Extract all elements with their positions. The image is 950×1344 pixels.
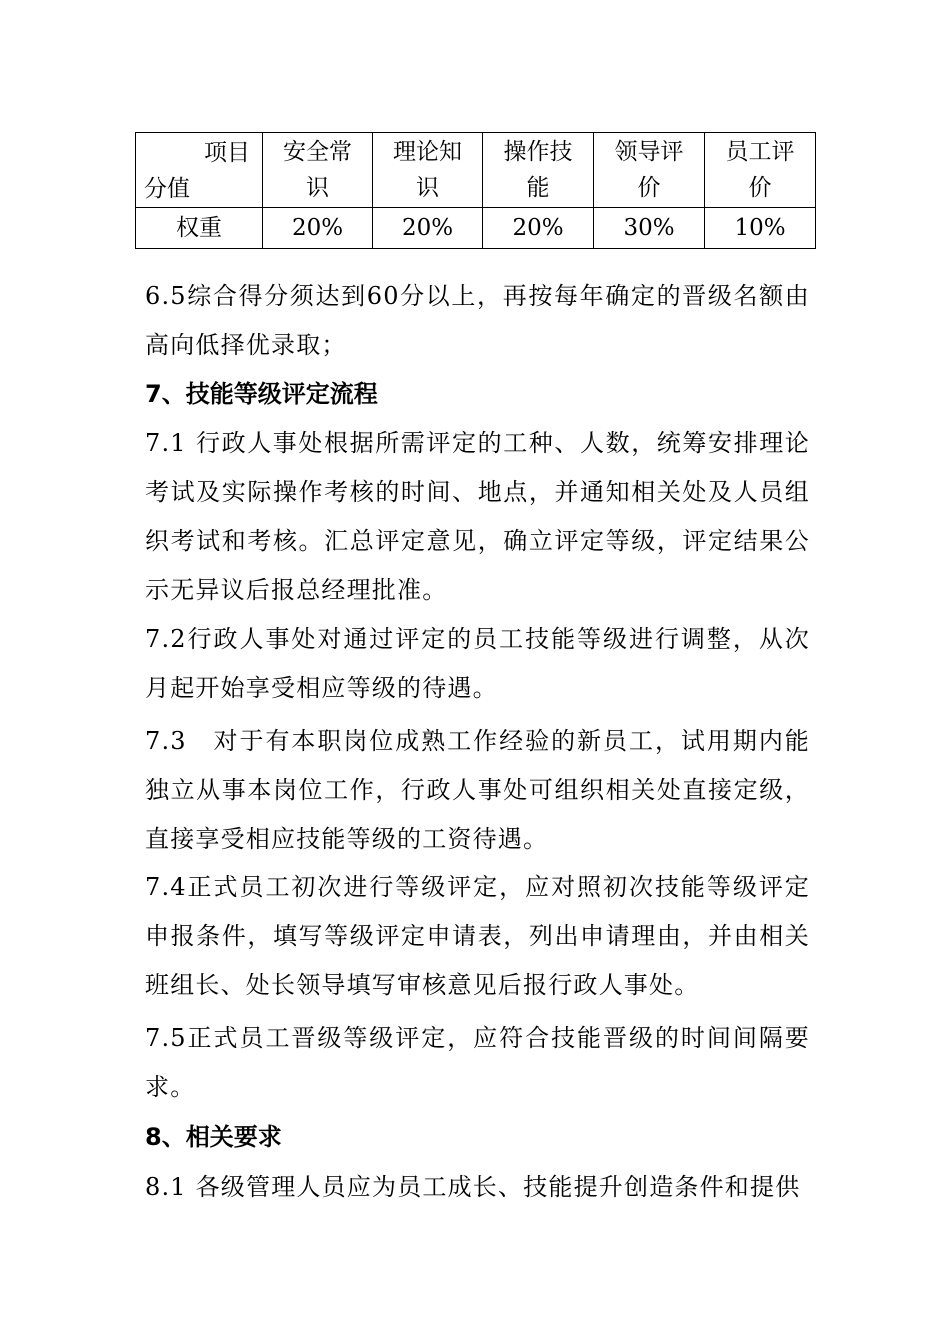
paragraph-7-5: 7.5正式员工晋级等级评定，应符合技能晋级的时间间隔要求。 [145, 1024, 810, 1101]
paragraph-7-1: 7.1 行政人事处根据所需评定的工种、人数，统筹安排理论考试及实际操作考核的时间、地点，并通知相关处及人员组织考试和考核。汇总评定意见，确立评定等级，评定结果公示无异议后报总经理批准。 [145, 429, 810, 604]
table-row-label: 权重 [136, 208, 263, 249]
table-cell: 20% [483, 208, 594, 249]
paragraph-7-4: 7.4正式员工初次进行等级评定，应对照初次技能等级评定申报条件，填写等级评定申请表，列出申请理由，并由相关班组长、处长领导填写审核意见后报行政人事处。 [145, 873, 810, 999]
header-item-label: 项目 [204, 140, 250, 166]
table-cell: 20% [263, 208, 373, 249]
paragraph-8-1: 8.1 各级管理人员应为员工成长、技能提升创造条件和提供 [145, 1173, 801, 1201]
table-cell: 20% [373, 208, 483, 249]
table-header-cell: 员工评价 [705, 133, 816, 208]
table-cell: 30% [594, 208, 705, 249]
table-header-cell: 操作技能 [483, 133, 594, 208]
table-header-cell: 理论知识 [373, 133, 483, 208]
header-score-label: 分值 [144, 176, 190, 202]
table-corner-cell [136, 133, 263, 208]
paragraph-7-2: 7.2行政人事处对通过评定的员工技能等级进行调整，从次月起开始享受相应等级的待遇。 [145, 625, 810, 702]
table-cell: 10% [705, 208, 816, 249]
table-header-cell: 领导评价 [594, 133, 705, 208]
table-header-cell: 安全常识 [263, 133, 373, 208]
section-heading-8: 8、相关要求 [145, 1123, 282, 1151]
table-header-row [136, 133, 816, 208]
paragraph-7-3: 7.3 对于有本职岗位成熟工作经验的新员工，试用期内能独立从事本岗位工作，行政人事处可组织相关处直接定级，直接享受相应技能等级的工资待遇。 [145, 727, 810, 853]
weight-table [135, 132, 816, 249]
table-row [136, 208, 816, 249]
paragraph-6-5: 6.5综合得分须达到60分以上，再按每年确定的晋级名额由高向低择优录取； [145, 282, 810, 359]
section-heading-7: 7、技能等级评定流程 [145, 380, 378, 408]
